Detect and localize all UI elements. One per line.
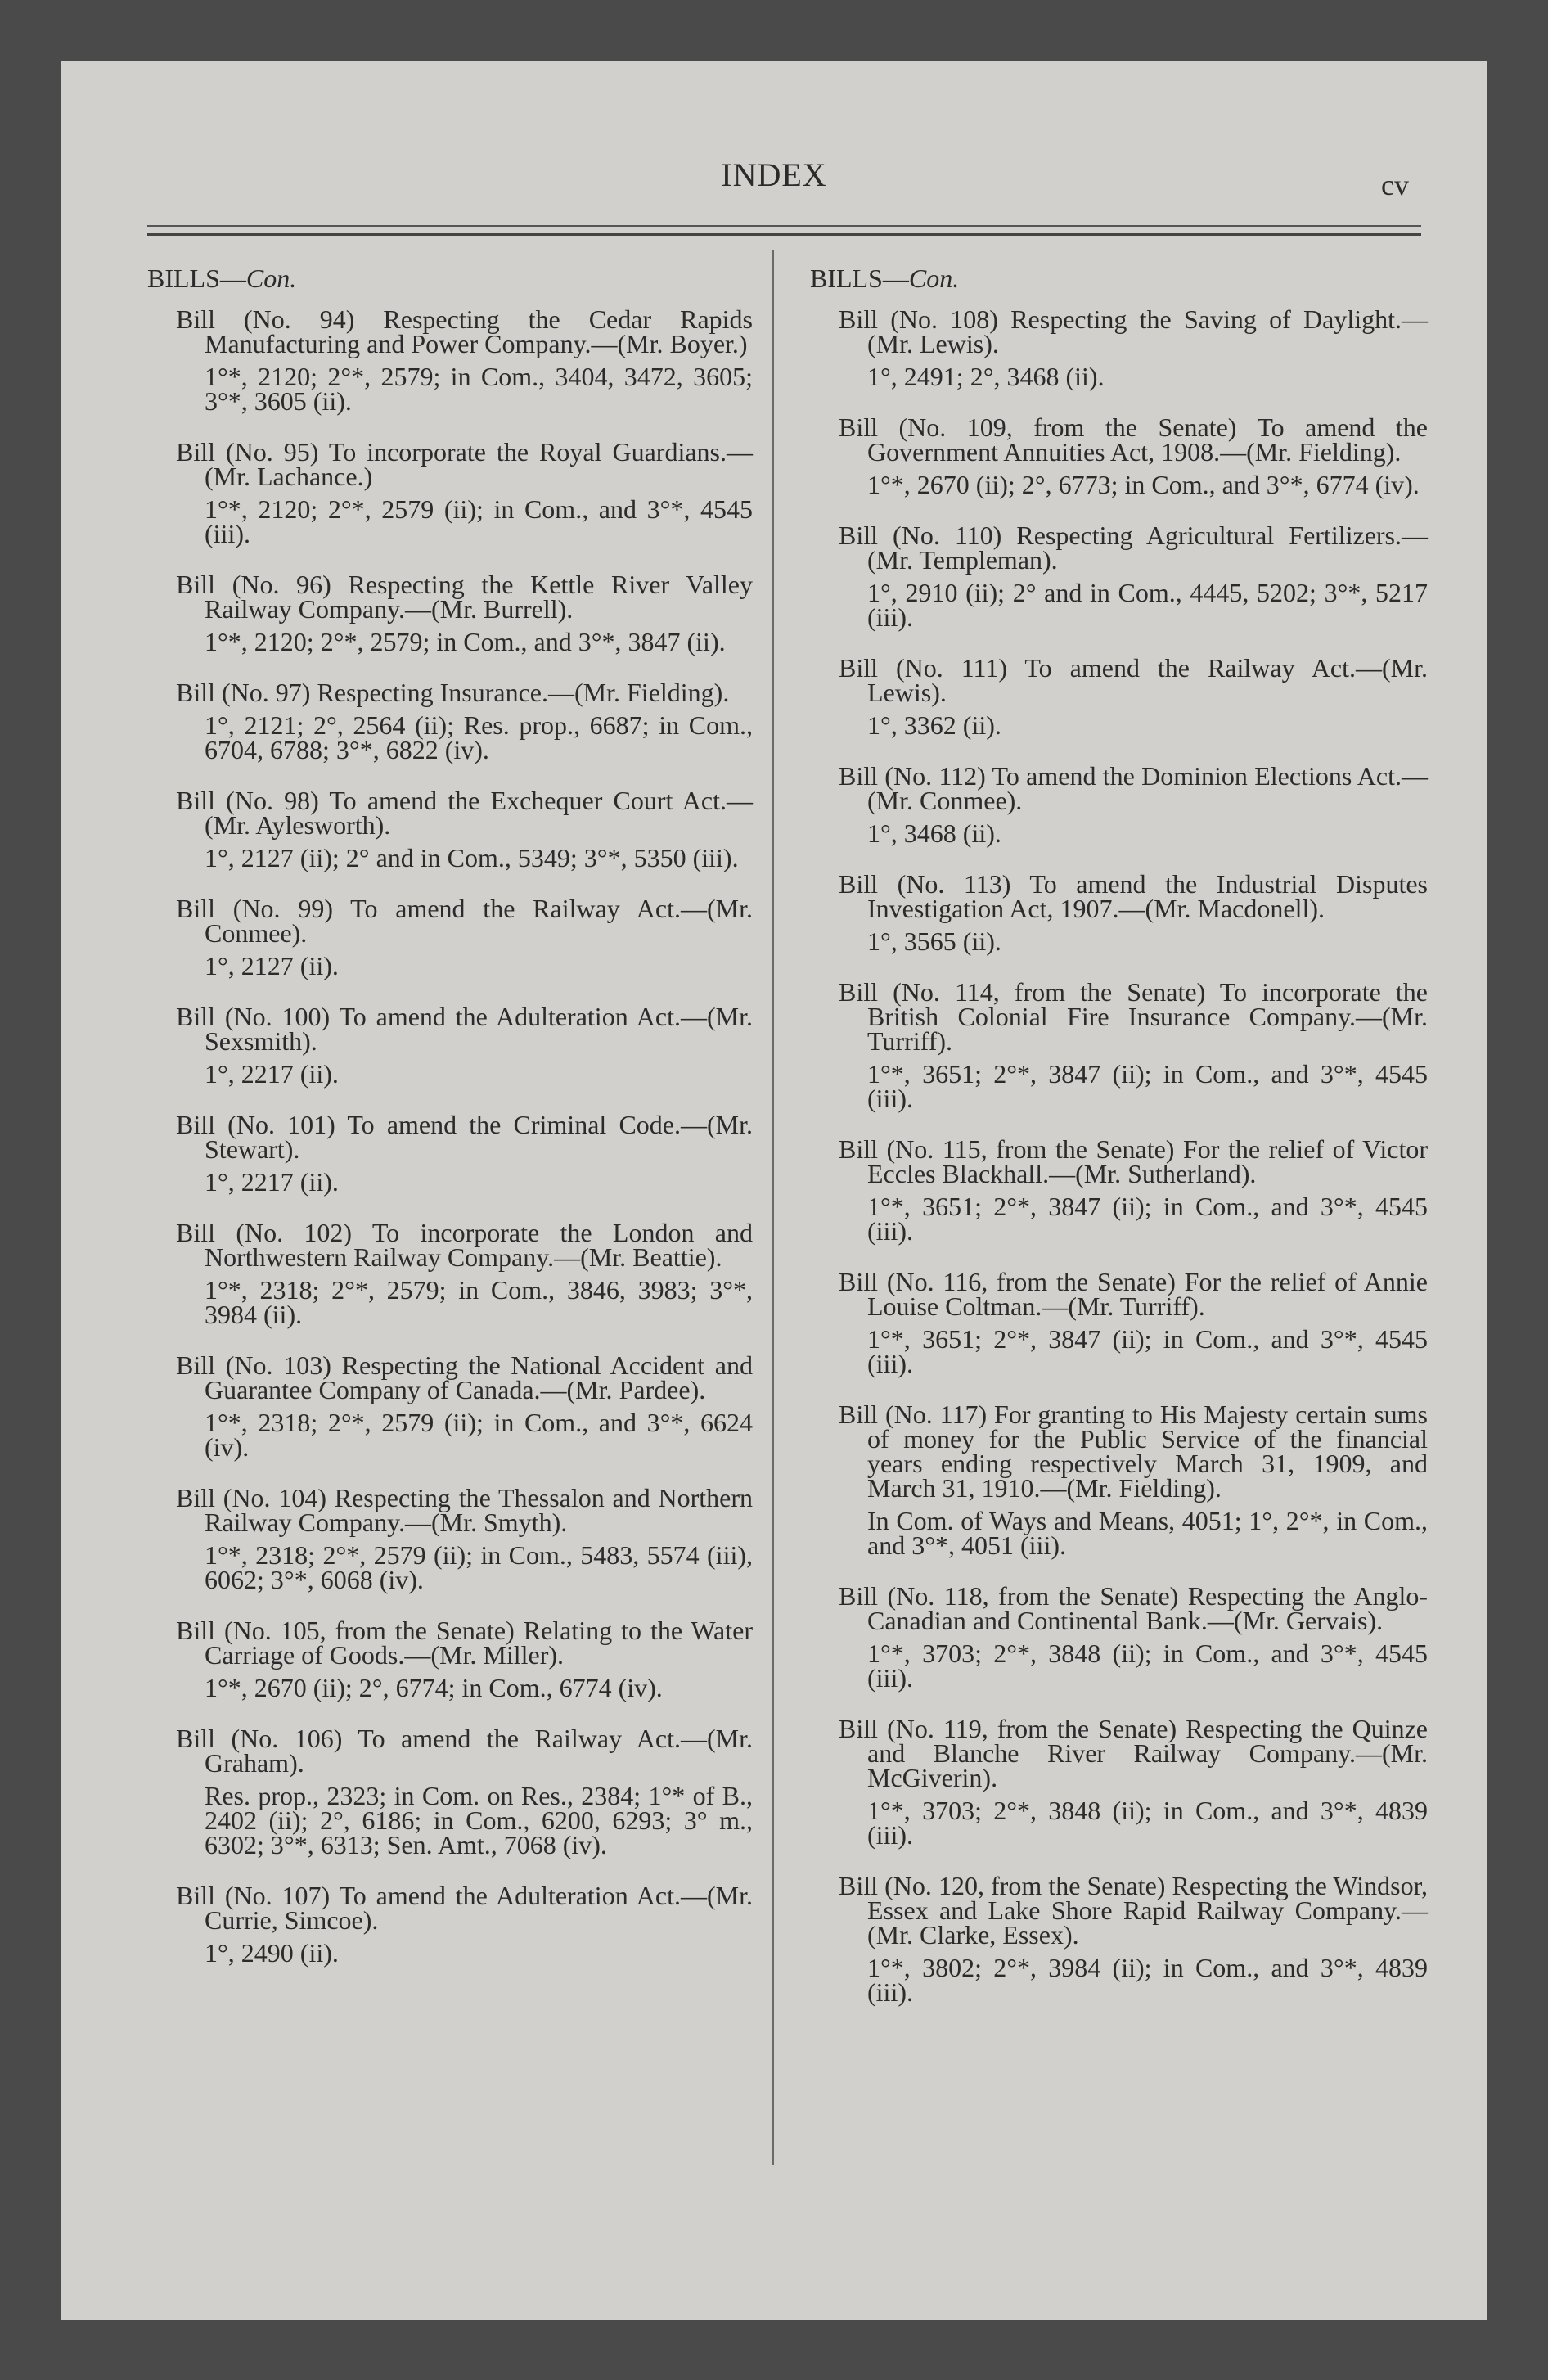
- page-title: INDEX: [721, 156, 827, 193]
- index-entry: [810, 761, 1428, 848]
- entry-title: Bill (No. 120, from the Senate) Respecting the Windsor, Essex and Lake Shore Rapid Railway Company.—(Mr. Clarke, Essex).: [839, 1871, 1428, 1950]
- entry-title: Bill (No. 118, from the Senate) Respecting the Anglo-Canadian and Continental Bank.—(Mr. Gervais).: [839, 1581, 1428, 1635]
- entry-references: 1°*, 3651; 2°*, 3847 (ii); in Com., and 3°*, 4545 (iii).: [867, 1192, 1428, 1246]
- entry-references: 1°*, 3651; 2°*, 3847 (ii); in Com., and 3°*, 4545 (iii).: [867, 1324, 1428, 1378]
- entry-references: 1°, 2121; 2°, 2564 (ii); Res. prop., 6687; in Com., 6704, 6788; 3°*, 6822 (iv).: [205, 710, 753, 764]
- section-heading: BILLS—Con.: [147, 264, 297, 293]
- entry-references: 1°*, 3651; 2°*, 3847 (ii); in Com., and 3°*, 4545 (iii).: [867, 1059, 1428, 1113]
- index-entry: [810, 1134, 1428, 1246]
- entry-references: 1°, 2127 (ii); 2° and in Com., 5349; 3°*, 5350 (iii).: [205, 843, 739, 872]
- column-divider: [772, 250, 774, 2165]
- entry-title: Bill (No. 114, from the Senate) To incorporate the British Colonial Fire Insurance Company.—(Mr. Turriff).: [839, 977, 1428, 1056]
- entry-title: Bill (No. 101) To amend the Criminal Code.—(Mr. Stewart).: [176, 1110, 753, 1164]
- section-heading-label: BILLS: [810, 264, 883, 293]
- index-entry: [147, 788, 753, 870]
- entry-references: 1°, 2217 (ii).: [205, 1167, 339, 1197]
- entry-references: 1°*, 3802; 2°*, 3984 (ii); in Com., and 3°*, 4839 (iii).: [867, 1953, 1428, 2007]
- entry-references: 1°*, 2670 (ii); 2°, 6774; in Com., 6774 (iv).: [205, 1673, 663, 1702]
- index-entry: [147, 1350, 753, 1462]
- entry-references: 1°*, 2318; 2°*, 2579 (ii); in Com., and 3°*, 6624 (iv).: [205, 1408, 753, 1462]
- entry-title: Bill (No. 115, from the Senate) For the relief of Victor Eccles Blackhall.—(Mr. Sutherland).: [839, 1134, 1428, 1188]
- entry-title: Bill (No. 105, from the Senate) Relating to the Water Carriage of Goods.—(Mr. Miller).: [176, 1616, 753, 1670]
- entry-title: Bill (No. 100) To amend the Adulteration Act.—(Mr. Sexsmith).: [176, 1002, 753, 1056]
- header-rule-thick: [147, 233, 1421, 236]
- index-entry: [147, 1220, 753, 1327]
- entry-references: In Com. of Ways and Means, 4051; 1°, 2°*, in Com., and 3°*, 4051 (iii).: [867, 1506, 1428, 1560]
- header-rule-thin: [147, 225, 1421, 227]
- index-entry: [810, 653, 1428, 740]
- entry-references: 1°, 3468 (ii).: [867, 818, 1001, 848]
- index-page: [61, 61, 1487, 2320]
- entry-references: 1°*, 2318; 2°*, 2579; in Com., 3846, 3983; 3°*, 3984 (ii).: [205, 1275, 753, 1329]
- index-entry: [810, 521, 1428, 632]
- index-entry: [147, 1002, 753, 1089]
- right-entries: [810, 304, 1428, 2007]
- entry-references: Res. prop., 2323; in Com. on Res., 2384; 1°* of B., 2402 (ii); 2°, 6186; in Com., 6200, 6293; 3° m., 6302; 3°*, 6313; Sen. Amt., 7068 (iv).: [205, 1781, 753, 1859]
- index-entry: [810, 869, 1428, 956]
- page-number: cv: [1381, 169, 1409, 201]
- section-heading-label: BILLS: [147, 264, 220, 293]
- index-entry: [810, 304, 1428, 391]
- entry-references: 1°*, 3703; 2°*, 3848 (ii); in Com., and 3°*, 4839 (iii).: [867, 1796, 1428, 1850]
- index-entry: [810, 977, 1428, 1113]
- entry-references: 1°, 2490 (ii).: [205, 1938, 339, 1968]
- index-entry: [147, 1881, 753, 1968]
- entry-references: 1°, 2910 (ii); 2° and in Com., 4445, 5202; 3°*, 5217 (iii).: [867, 578, 1428, 632]
- entry-references: 1°, 3362 (ii).: [867, 710, 1001, 740]
- entry-references: 1°*, 2120; 2°*, 2579; in Com., 3404, 3472, 3605; 3°*, 3605 (ii).: [205, 362, 753, 416]
- entry-title: Bill (No. 98) To amend the Exchequer Court Act.—(Mr. Aylesworth).: [176, 786, 753, 840]
- entry-title: Bill (No. 107) To amend the Adulteration Act.—(Mr. Currie, Simcoe).: [176, 1881, 753, 1935]
- entry-references: 1°*, 2318; 2°*, 2579 (ii); in Com., 5483, 5574 (iii), 6062; 3°*, 6068 (iv).: [205, 1540, 753, 1594]
- index-entry: [147, 304, 753, 416]
- index-entry: [810, 1400, 1428, 1560]
- index-entry: [147, 680, 753, 762]
- entry-references: 1°, 2491; 2°, 3468 (ii).: [867, 362, 1105, 391]
- entry-title: Bill (No. 94) Respecting the Cedar Rapids Manufacturing and Power Company.—(Mr. Boyer.): [176, 304, 753, 358]
- entry-title: Bill (No. 110) Respecting Agricultural Fertilizers.—(Mr. Templeman).: [839, 521, 1428, 575]
- index-entry: [810, 1714, 1428, 1850]
- index-entry: [147, 572, 753, 654]
- entry-title: Bill (No. 116, from the Senate) For the relief of Annie Louise Coltman.—(Mr. Turriff).: [839, 1267, 1428, 1321]
- entry-title: Bill (No. 112) To amend the Dominion Elections Act.—(Mr. Conmee).: [839, 761, 1428, 815]
- entry-references: 1°*, 3703; 2°*, 3848 (ii); in Com., and 3°*, 4545 (iii).: [867, 1639, 1428, 1693]
- entry-references: 1°, 2127 (ii).: [205, 951, 339, 980]
- index-entry: [147, 1726, 753, 1857]
- left-column: [147, 266, 753, 1991]
- entry-title: Bill (No. 96) Respecting the Kettle River Valley Railway Company.—(Mr. Burrell).: [176, 570, 753, 624]
- section-heading-cont: Con.: [245, 264, 297, 293]
- index-entry: [810, 1871, 1428, 2007]
- entry-title: Bill (No. 113) To amend the Industrial Disputes Investigation Act, 1907.—(Mr. Macdonell).: [839, 869, 1428, 923]
- entry-title: Bill (No. 119, from the Senate) Respecting the Quinze and Blanche River Railway Company.—(Mr. McGiverin).: [839, 1714, 1428, 1792]
- entry-title: Bill (No. 104) Respecting the Thessalon and Northern Railway Company.—(Mr. Smyth).: [176, 1483, 753, 1537]
- left-entries: [147, 304, 753, 1968]
- index-entry: [147, 896, 753, 978]
- index-entry: [147, 1618, 753, 1700]
- entry-references: 1°*, 2670 (ii); 2°, 6773; in Com., and 3°*, 6774 (iv).: [867, 470, 1420, 499]
- index-entry: [147, 1110, 753, 1197]
- entry-references: 1°, 2217 (ii).: [205, 1059, 339, 1089]
- entry-title: Bill (No. 109, from the Senate) To amend the Government Annuities Act, 1908.—(Mr. Fielding).: [839, 412, 1428, 467]
- index-entry: [810, 1581, 1428, 1693]
- entry-title: Bill (No. 103) Respecting the National Accident and Guarantee Company of Canada.—(Mr. Pardee).: [176, 1350, 753, 1404]
- entry-title: Bill (No. 111) To amend the Railway Act.—(Mr. Lewis).: [839, 653, 1428, 707]
- index-entry: [810, 412, 1428, 499]
- entry-title: Bill (No. 106) To amend the Railway Act.—(Mr. Graham).: [176, 1724, 753, 1778]
- index-entry: [147, 439, 753, 546]
- entry-title: Bill (No. 102) To incorporate the London and Northwestern Railway Company.—(Mr. Beattie).: [176, 1218, 753, 1272]
- entry-title: Bill (No. 99) To amend the Railway Act.—(Mr. Conmee).: [176, 894, 753, 948]
- section-heading-cont: Con.: [908, 264, 960, 293]
- entry-references: 1°, 3565 (ii).: [867, 926, 1001, 956]
- index-entry: [147, 1485, 753, 1592]
- entry-references: 1°*, 2120; 2°*, 2579 (ii); in Com., and 3°*, 4545 (iii).: [205, 494, 753, 548]
- entry-title: Bill (No. 97) Respecting Insurance.—(Mr. Fielding).: [176, 678, 730, 707]
- entry-references: 1°*, 2120; 2°*, 2579; in Com., and 3°*, 3847 (ii).: [205, 627, 726, 656]
- section-heading: BILLS—Con.: [810, 264, 960, 293]
- entry-title: Bill (No. 95) To incorporate the Royal Guardians.—(Mr. Lachance.): [176, 437, 753, 491]
- entry-title: Bill (No. 108) Respecting the Saving of Daylight.—(Mr. Lewis).: [839, 304, 1428, 358]
- index-entry: [810, 1269, 1428, 1376]
- entry-title: Bill (No. 117) For granting to His Majesty certain sums of money for the Public Service of the financial years ending respectively March 31, 1909, and March 31, 1910.—(Mr. Fielding).: [839, 1400, 1428, 1503]
- right-column: [810, 266, 1428, 2031]
